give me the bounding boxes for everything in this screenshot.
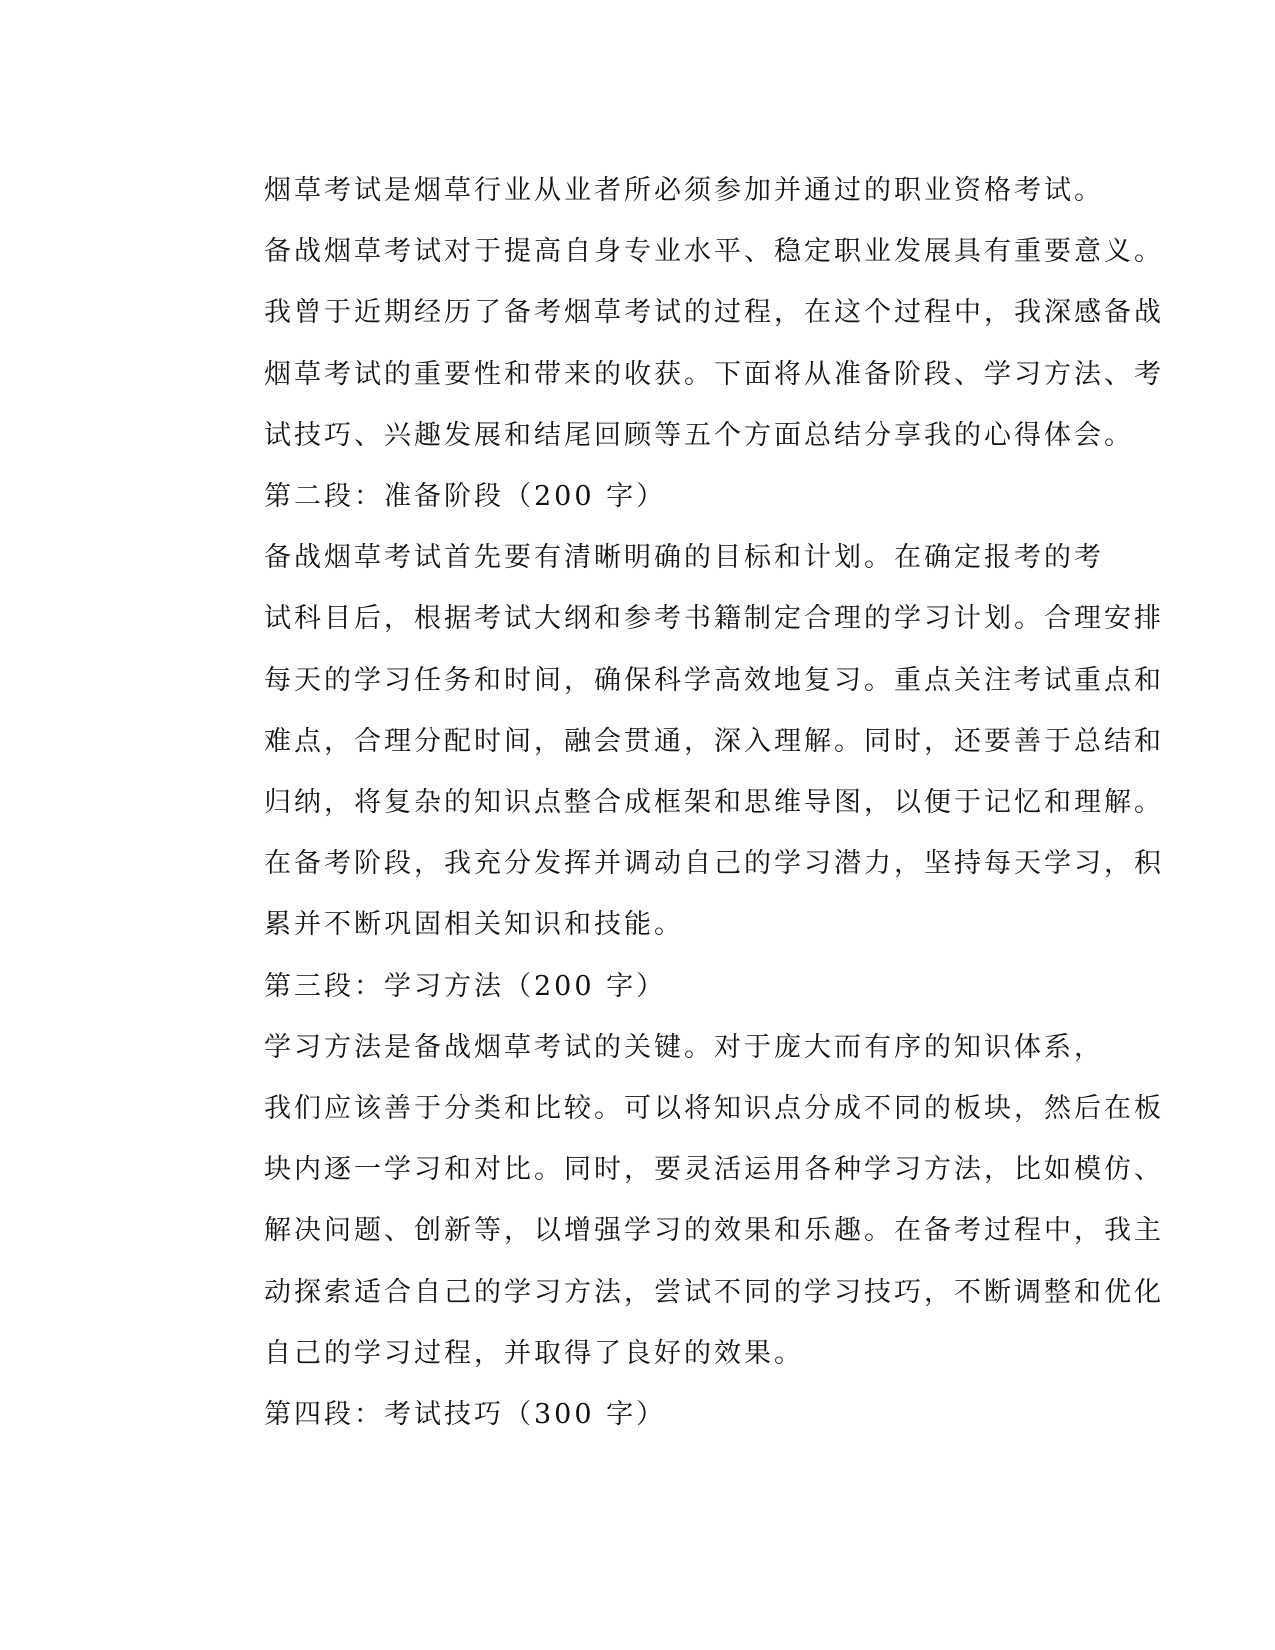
text-line: 在备考阶段，我充分发挥并调动自己的学习潜力，坚持每天学习，积 bbox=[264, 848, 1164, 880]
text-line: 试科目后，根据考试大纲和参考书籍制定合理的学习计划。合理安排 bbox=[264, 603, 1164, 635]
text-line: 块内逐一学习和对比。同时，要灵活运用各种学习方法，比如模仿、 bbox=[264, 1154, 1164, 1186]
methods-paragraph bbox=[189, 1017, 1164, 1384]
text-line: 难点，合理分配时间，融会贯通，深入理解。同时，还要善于总结和 bbox=[264, 725, 1164, 757]
text-line: 我们应该善于分类和比较。可以将知识点分成不同的板块，然后在板 bbox=[264, 1093, 1164, 1125]
section-heading-text: 第二段：准备阶段（200 字） bbox=[264, 481, 667, 513]
text-line: 学习方法是备战烟草考试的关键。对于庞大而有序的知识体系， bbox=[264, 1031, 1104, 1063]
intro-paragraph bbox=[189, 160, 1164, 466]
text-line: 备战烟草考试首先要有清晰明确的目标和计划。在确定报考的考 bbox=[264, 542, 1104, 574]
text-line: 每天的学习任务和时间，确保科学高效地复习。重点关注考试重点和 bbox=[264, 664, 1164, 696]
text-line: 烟草考试是烟草行业从业者所必须参加并通过的职业资格考试。 bbox=[264, 175, 1104, 206]
section-heading-exam-skills bbox=[189, 1384, 1069, 1445]
text-line: 烟草考试的重要性和带来的收获。下面将从准备阶段、学习方法、考 bbox=[264, 358, 1164, 390]
document-body bbox=[189, 160, 1164, 1445]
text-line: 自己的学习过程，并取得了良好的效果。 bbox=[264, 1337, 804, 1369]
section-heading-preparation bbox=[189, 466, 1069, 527]
text-line: 累并不断巩固相关知识和技能。 bbox=[264, 909, 684, 941]
text-line: 动探索适合自己的学习方法，尝试不同的学习技巧，不断调整和优化 bbox=[264, 1276, 1164, 1308]
text-line: 解决问题、创新等，以增强学习的效果和乐趣。在备考过程中，我主 bbox=[264, 1215, 1164, 1247]
text-line: 归纳，将复杂的知识点整合成框架和思维导图，以便于记忆和理解。 bbox=[264, 787, 1164, 819]
text-line: 我曾于近期经历了备考烟草考试的过程，在这个过程中，我深感备战 bbox=[264, 297, 1164, 329]
preparation-paragraph bbox=[189, 527, 1164, 955]
section-heading-text: 第四段：考试技巧（300 字） bbox=[264, 1399, 667, 1431]
section-heading-text: 第三段：学习方法（200 字） bbox=[264, 970, 667, 1002]
section-heading-methods bbox=[189, 956, 1069, 1017]
text-line: 备战烟草考试对于提高自身专业水平、稳定职业发展具有重要意义。 bbox=[264, 236, 1164, 268]
text-line: 试技巧、兴趣发展和结尾回顾等五个方面总结分享我的心得体会。 bbox=[264, 419, 1134, 451]
